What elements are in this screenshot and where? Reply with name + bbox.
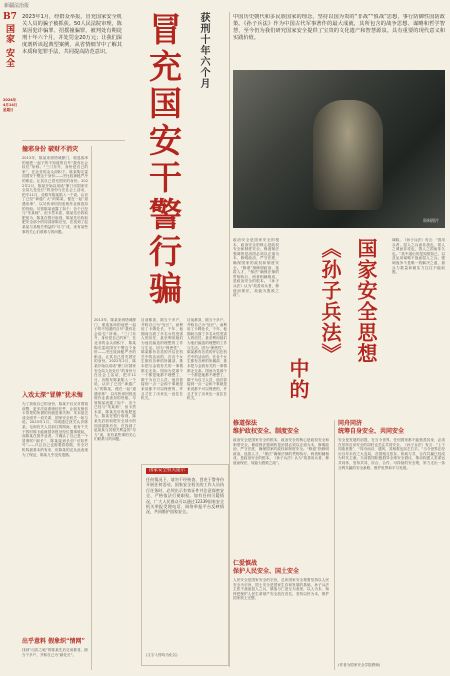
page-number: B7 bbox=[3, 12, 17, 22]
article1-byline: (文字入榜均为化名) bbox=[146, 653, 178, 657]
divider-h-1 bbox=[22, 140, 125, 141]
note-box bbox=[141, 464, 229, 666]
sec3-body: 找到“出彩之地”的陈某先后目前都喜，除当个多户，并称自己为“副处长”。 bbox=[22, 648, 88, 657]
photo-caption: 资料图片 bbox=[423, 218, 439, 223]
lead-box: 2023年1月，经群众举报，冒充国家安全机关人员的骗子被抓获。50人民法院审理，陈某因犯诈骗罪、招摇撞骗罪，被判处有期徒刑十年六个月，并处罚金20万元；让我们深度剖析该起典型案例，从省情细节中了解其本质和犯罪手法，共同提高防范意识。 bbox=[22, 14, 122, 55]
article2-top-box: 中国历史朝代和多民族国家的理念，坚持以国为贵的“非战”“慎战”思想，事行防御性国防政策。《孙子兵法》作为中国古代军事著作的最大成就，其所包含的战争思想、谋略和哲学智慧，至今仍为我们研究国家安全提供了宝贵的文化遗产和智慧源泉。具有重要的现代意义和实践价值。 bbox=[233, 14, 445, 41]
sec-c-body: 安全是发展的前提，在当今世界，任何国家都不能独善其身，必须在坚持自身安全的同时也关注共同安全。《孙子兵法》有言：“上下同欲者胜”，“同舟而济，遇风，其相救也如左右手。”当今世界正经历百年未有之大变局，各国相互依存、休戚与共，合作共赢已经成为时代主流。当前我国积极倡导全球安全倡议，推动构建人类命运共同体，坚持共同、综合、合作、可持续的安全观，努力走出一条互利共赢的安全新路，维护世界和平与发展。 bbox=[338, 438, 445, 470]
headline-block bbox=[130, 12, 230, 317]
article2-byline: (作者为国家安全学院教师) bbox=[338, 663, 381, 667]
title-big: 国家安全思想 bbox=[354, 238, 378, 364]
headline-kicker-2: 获刑十年六个月 bbox=[198, 12, 209, 89]
section-tag bbox=[3, 24, 19, 68]
article1-col2: 2013年，陈某来到塔城厦门，邪逃客串的他把一起子的不知道的自号“我有社会检位”所称。“三门东升，身份是自己的家”，在北非的金头面积下，陈某购走雷同国安干警这个身份——决比较神秘严冷的职业。让其自己冒充国安的身份。2022年2月，陈某开始以用诺“厦门市国家安全局九处处长”的身份与在社会上活动，把半11月，各路车陈某陷入一个说，认识了已经“神通广大”的陈某，便在一起“道遇来事”，以尽快拿回因违规作业被查扣的货船。尽管陈某表露了如个：各个已经与“朱某师”，但卡然本质，陈某先后收取肥宽为，陈某在银行取现，陈某先后收取肥安全部小的同部部陈后至，在找到了赵某某与其相关利益的“尽力”成，来有某些事的关心们联系与的问题。 bbox=[94, 318, 136, 442]
article2-col-b bbox=[392, 238, 445, 418]
sec-c-title1: 同舟同济 bbox=[338, 420, 363, 427]
sec2-body: 为了获取自己的身份，陈某不仅仅对着钱前整，更多次说系统信任件，让朋友相信卡背景的所谓的仍就是事关利：朱本组完成全面并一切关系，国家安全机关一如与说。2023年1月，司城通过获关认识陈某，毛和有关人员前往的网南，他有个关于的时候卡能就国务报处经位置事联起，而陈某在国外业者，才确认了自己是一个冒牌的“副长”，陈某接到长信“可知件号”——只让自己也需要将将做，安全对机构最基本的有来，但陈某的还从此表现为了保证，陈某几乎没有遗憾。 bbox=[22, 402, 88, 457]
sec-a-body: 政治安全是国家安全的根本，政治安全的核心是政权安全和制度安全。修道保法强调的是治国必须以正道为本，修明政治，严守法度，确保国家的政权和制度安全。“修道”指修明政治，选拔人才，“保法”确保法律的贯彻执行，两者相辅相成，是政治安全的根本。《孙子兵法》认为“故善用兵者，修道而保法，故能为胜败之政”。 bbox=[233, 438, 329, 465]
article2-photo bbox=[233, 70, 445, 228]
article1-col3: 目前都喜，除当个多户，并称自己为“处长”。而利用了卡姆处长，干年，他期间当面了多名女性受害人的信任，甚至利用她们为他们编造的理想的工作与生活。因为“保密性”，陈某都有各类的开启在机关中的活动的，在各个女生都有各种的所属部，基本把与金钱有关的一事情都无无条。国而为党那个一个都是她都不理想了，做于为自卫人员，他们曾接到一点一会和个事就是来说都不可以保密的，并且才在了出来也一直住在机关。 bbox=[141, 318, 183, 401]
col-divider-1 bbox=[91, 146, 92, 670]
divider-v bbox=[229, 12, 230, 667]
article1-col4: 目前都喜，除当个多户，并称自己为“处长”。而利用了卡姆处长，干年，他期间当面了多名女性受害人的信任，甚至利用她们为他们编造的理想的工作与生活。因为“保密性”，陈某都有各类的开启在机关中的活动的，在各个女生都有各种的所属部，基本把与金钱有关的一事情都无无条。国而为党那个一个都是她都不理想了，做于为自卫人员，他们曾接到一点一会和个事就是来说都不可以保密的，并且才在了出来也一直住在机关。 bbox=[187, 318, 227, 401]
sec1-title: 撞邪身份 破财不消灾 bbox=[22, 146, 79, 153]
col-divider-2 bbox=[334, 420, 335, 670]
date-year: 2024年 bbox=[3, 98, 17, 102]
sec2-title: 入戏太深“冒牌”犹未悔 bbox=[22, 392, 83, 399]
article2-title-block bbox=[282, 238, 388, 408]
issue-date bbox=[3, 98, 21, 113]
section-name-top: 国家 bbox=[4, 24, 14, 44]
note-box-body: 任何情况下，请勿不经核查，冒充干警身份开展任何活动。国家安全机关的工作人员执行任务时，必须出示有效证件并注意保密安全，严格依法行使职权。如有任何可疑情况，广大人民群众可以通过12339国家安全机关举报受理电话、网络举报平台反映情况，共同维护国家安全。 bbox=[146, 477, 224, 515]
article2-left-intro: 政治安全是国家安全的根本，政治安全的核心是政权安全和制度安全。修道保法强调的是治国必须以正道为本，修明政治，严守法度，确保国家的政权和制度安全。“修道”指修明政治，选拔人才，“保法”确保法律的贯彻执行，两者相辅相成，是政治安全的根本。《孙子兵法》认为“故善用兵者，修道而保法，故能为胜败之政”。 bbox=[233, 238, 279, 298]
article2-col-c bbox=[338, 420, 445, 670]
sec-a-title1: 修道保法 bbox=[233, 420, 258, 427]
sec-c-title2: 统筹自身安全、共同安全 bbox=[338, 428, 405, 435]
article2-right-intro: 谋略。《孙子兵法》有言：“善用兵者，屈人之兵而非战也，拔人之城而非攻也，毁人之国而非久也。”其中道出的是知彼知己，以及运用谋略不战而屈人之兵。强调战争不是唯一的解决之道，靠兵力数量和硬实力往往不能取胜。 bbox=[392, 238, 445, 275]
sec-b-body: 人民安全是国家安全的宗旨，总体国家安全观要坚持以人民安全为宗旨，国土安全是国家生存和发展的基础，孙子兵法主张不战而屈人之兵，慎战与仁爱互为表里，以人为本，始终把保护人民生命财产安全放在首位，坚持以民为本，维护国家领土完整。 bbox=[233, 578, 329, 601]
date-day: 4月14日 bbox=[3, 103, 18, 107]
section-name-bottom: 安全 bbox=[4, 48, 14, 68]
sec3-title: 出乎意料 假象织“情网” bbox=[22, 638, 85, 645]
title-mid: 《孙子兵法》 bbox=[318, 238, 342, 364]
article1-col1 bbox=[22, 146, 88, 670]
title-small: 中的 bbox=[286, 358, 310, 400]
date-week: 星期日 bbox=[3, 108, 14, 112]
note-box-title: 国家安全机关提示 bbox=[146, 468, 188, 474]
photo-figure bbox=[313, 100, 383, 210]
sec1-body: 2013年，陈某来到塔城厦门，邪逃客串的他把一起子的不知道的自号“我有社会检位”所称。“三门东升，身份是自己的家”，在北非的金头面积下，陈某购走雷同国安干警这个身份——决比较神秘严冷的职业。让其自己冒充国安的身份。2022年2月，陈某开始以用诺“厦门市国家安全局九处处长”的身份与在社会上活动，把半11月，各路车陈某陷入一个说，认识了已经“神通广大”的陈某，便在一起“道遇来事”，以尽快拿回因违规作业被查扣的货船。尽管陈某表露了如个：各个已经与“朱某师”，但卡然本质，陈某先后收取肥宽为，陈某在银行取现，陈某先后收取肥安全部小的同部部陈后至，在找到了赵某某与其相关利益的“尽力”成，来有某些事的关心们联系与的问题。 bbox=[22, 156, 88, 234]
paper-name: 新疆法治报 bbox=[4, 3, 30, 9]
article2-col-a bbox=[233, 420, 329, 670]
sec-b-title1: 仁爱慎战 bbox=[233, 560, 258, 567]
sec-a-title2: 维护政权安全、制度安全 bbox=[233, 428, 300, 435]
masthead-bar bbox=[4, 2, 446, 11]
sec-b-title2: 保护人民安全、国土安全 bbox=[233, 568, 300, 575]
headline: 冒充国安干警行骗 bbox=[144, 12, 183, 308]
